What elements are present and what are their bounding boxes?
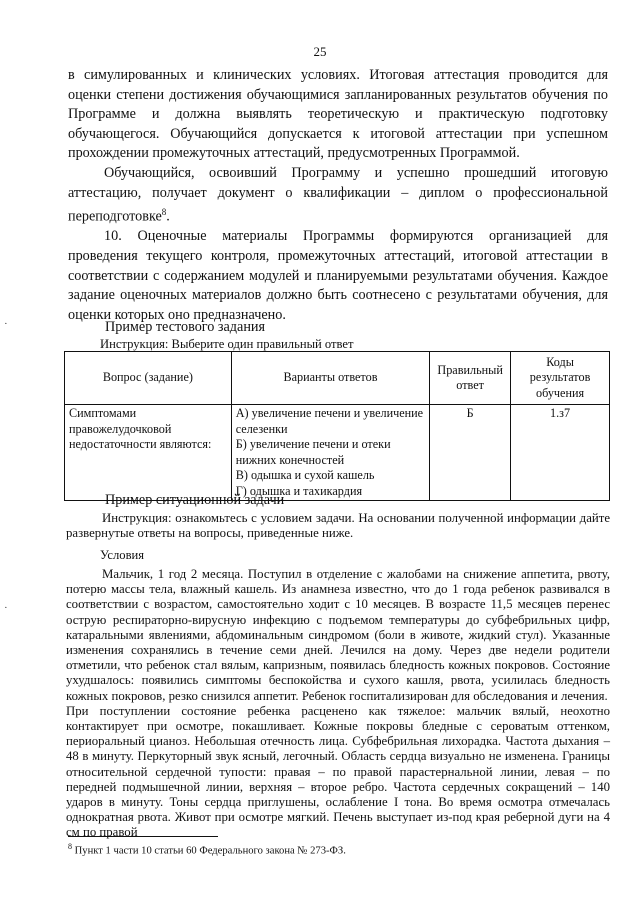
situational-instruction: Инструкция: ознакомьтесь с условием задачи. На основании полученной информации дайте развернутые ответы на вопросы, приведенные ниже.	[66, 511, 610, 541]
table-header-row	[65, 352, 610, 405]
option-d: Г) одышка и тахикардия	[235, 483, 363, 498]
conditions-paragraph-2: При поступлении состояние ребенка расценено как тяжелое: мальчик вялый, неохотно контактирует при осмотре, покашливает. Кожные покровы бледные с сероватым оттенком, периоральный цианоз. Небольшая отечность лица. Субфебрильная лихорадка. Частота дыхания – 48 в минуту. Перкуторный звук ясный, легочный. Область сердца визуально не изменена. Границы относительной сердечной тупости: правая – по правой парастернальной линии, левая – по передней подмышечной линии, верхняя – второе ребро. Частота сердечных сокращений – 140 ударов в минуту. Тоны сердца приглушены, ослабление I тона. Во время осмотра отмечалась однократная рвота. Живот при осмотре мягкий. Печень выступает из-под края реберной дуги на 4 см по правой	[66, 703, 610, 840]
paragraph-diploma: Обучающийся, освоивший Программу и успешно прошедший итоговую аттестацию, получает документ о квалификации – диплом о профессиональной переподготовке$^8$.	[68, 164, 608, 225]
question-cell: Симптомами правожелудочковой недостаточности являются:	[65, 405, 232, 501]
test-instruction: Инструкция: Выберите один правильный ответ	[100, 337, 354, 351]
conditions-text	[66, 567, 610, 841]
page-number: 25	[313, 44, 327, 59]
footnote-separator	[68, 836, 218, 837]
conditions-label: Условия	[100, 548, 145, 562]
scan-edge-mark: ·	[4, 318, 8, 330]
options-cell	[231, 405, 429, 501]
code-cell: 1.з7	[511, 405, 610, 501]
scan-edge-mark: ·	[4, 602, 8, 614]
footnote-text: Пункт 1 части 10 статьи 60 Федерального закона № 273-ФЗ.	[74, 845, 346, 857]
conditions-paragraph-1: Мальчик, 1 год 2 месяца. Поступил в отделение с жалобами на снижение аппетита, рвоту, потерю массы тела, влажный кашель. Из анамнеза известно, что до 1 года ребенок развивался в соответствии с возрастом, самостоятельно ходит с 10 месяцев. В возрасте 11,5 месяцев перенес острую респираторно-вирусную инфекцию с подъемом температуры до субфебрильных цифр, катаральными явлениями, абдоминальным синдромом (боли в животе, жидкий стул). Указанные изменения сохранялись в течение семи дней. Лечился на дому. Через две недели родители отметили, что ребенок стал вялым, капризным, появилась бледность кожных покровов. Состояние ухудшалось: появились симптомы беспокойства и сухого кашля, рвота, усилилась бледность кожных покровов, резко снизился аппетит. Ребенок госпитализирован для обследования и лечения.	[66, 567, 610, 703]
option-c: В) одышка и сухой кашель	[235, 468, 375, 482]
test-example-title: Пример тестового задания	[105, 319, 266, 335]
paragraph-final-attestation: в симулированных и клинических условиях. Итоговая аттестация проводится для оценки степени достижения обучающимися запланированных результатов обучения по Программе и должна выявлять теоретическую и практическую подготовку обучающегося. Обучающийся допускается к итоговой аттестации при успешном прохождении промежуточных аттестаций, предусмотренных Программой.	[68, 67, 608, 162]
answer-cell: Б	[430, 405, 511, 501]
footnote-reference: 8	[161, 207, 167, 218]
header-codes: Коды результатов обучения	[511, 352, 610, 405]
option-b: Б) увеличение печени и отеки нижних конечностей	[235, 437, 391, 467]
option-a: А) увеличение печени и увеличение селезенки	[235, 406, 424, 436]
table-row	[65, 405, 610, 501]
footnote	[68, 842, 346, 857]
header-options: Варианты ответов	[231, 352, 429, 405]
intro-text	[68, 66, 608, 325]
header-question: Вопрос (задание)	[65, 352, 232, 405]
situational-title: Пример ситуационной задачи	[105, 492, 285, 508]
paragraph-assessment-materials: 10. Оценочные материалы Программы формируются организацией для проведения текущего контроля, промежуточных аттестаций, итоговой аттестации в соответствии с содержанием модулей и планируемыми результатами обучения. Каждое задание оценочных материалов должно быть соотнесено с результатами обучения, для оценки которых оно предназначено.	[68, 228, 608, 323]
footnote-number: 8	[68, 842, 72, 851]
header-answer: Правильный ответ	[430, 352, 511, 405]
test-table	[64, 351, 610, 501]
